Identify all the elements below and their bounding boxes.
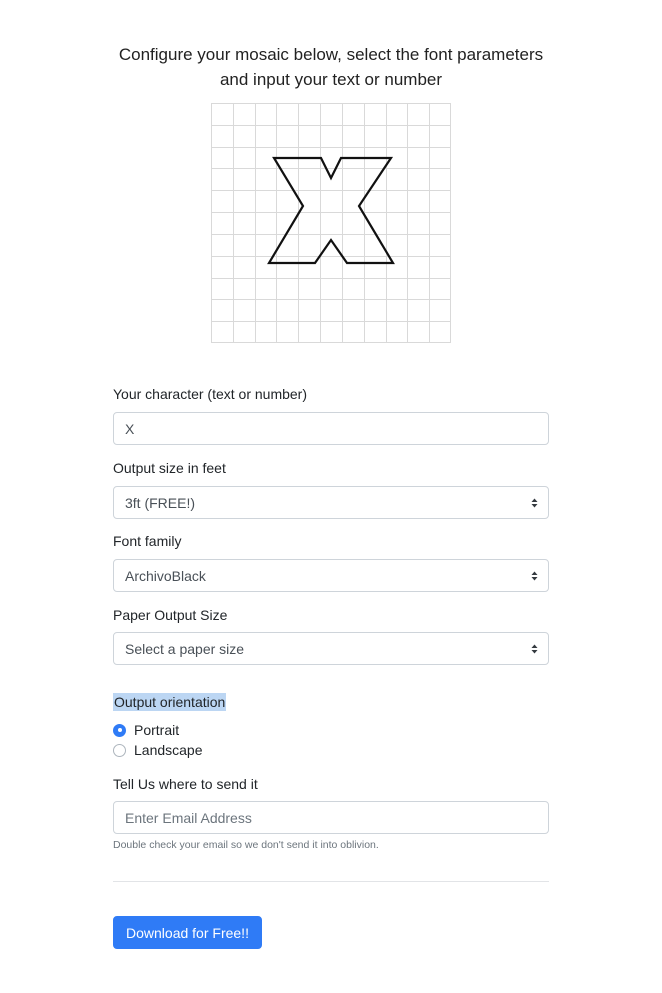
size-select-value: 3ft (FREE!)	[125, 494, 196, 511]
intro-line-2: and input your text or number	[219, 70, 443, 89]
paper-select[interactable]	[113, 632, 549, 665]
orientation-label	[113, 694, 226, 710]
font-label: Font family	[113, 533, 182, 549]
orientation-label-text: Output orientation	[114, 694, 226, 710]
intro-text	[60, 42, 602, 92]
orientation-option-landscape[interactable]	[113, 742, 203, 758]
size-label: Output size in feet	[113, 460, 226, 476]
orientation-option-portrait[interactable]	[113, 722, 179, 738]
select-caret-icon	[531, 496, 538, 510]
email-input[interactable]	[113, 801, 549, 834]
landscape-label: Landscape	[134, 742, 203, 758]
paper-label: Paper Output Size	[113, 607, 228, 623]
email-input-placeholder: Enter Email Address	[125, 809, 252, 826]
size-select[interactable]	[113, 486, 549, 519]
character-input-value: X	[125, 420, 135, 437]
font-select[interactable]	[113, 559, 549, 592]
mosaic-grid	[211, 103, 451, 343]
portrait-radio[interactable]	[113, 724, 126, 737]
select-caret-icon	[531, 642, 538, 656]
character-label: Your character (text or number)	[113, 386, 308, 402]
intro-line-1: Configure your mosaic below, select the font parameters	[118, 45, 544, 64]
character-input[interactable]	[113, 412, 549, 445]
paper-select-value: Select a paper size	[125, 640, 245, 657]
character-outline	[269, 158, 393, 263]
divider	[113, 881, 549, 882]
mosaic-preview	[211, 103, 451, 343]
landscape-radio[interactable]	[113, 744, 126, 757]
email-help-text: Double check your email so we don't send it into oblivion.	[113, 839, 379, 851]
select-caret-icon	[531, 569, 538, 583]
email-label: Tell Us where to send it	[113, 776, 258, 792]
portrait-label: Portrait	[134, 722, 180, 738]
font-select-value: ArchivoBlack	[125, 567, 206, 584]
download-button[interactable]: Download for Free!!	[113, 916, 262, 949]
